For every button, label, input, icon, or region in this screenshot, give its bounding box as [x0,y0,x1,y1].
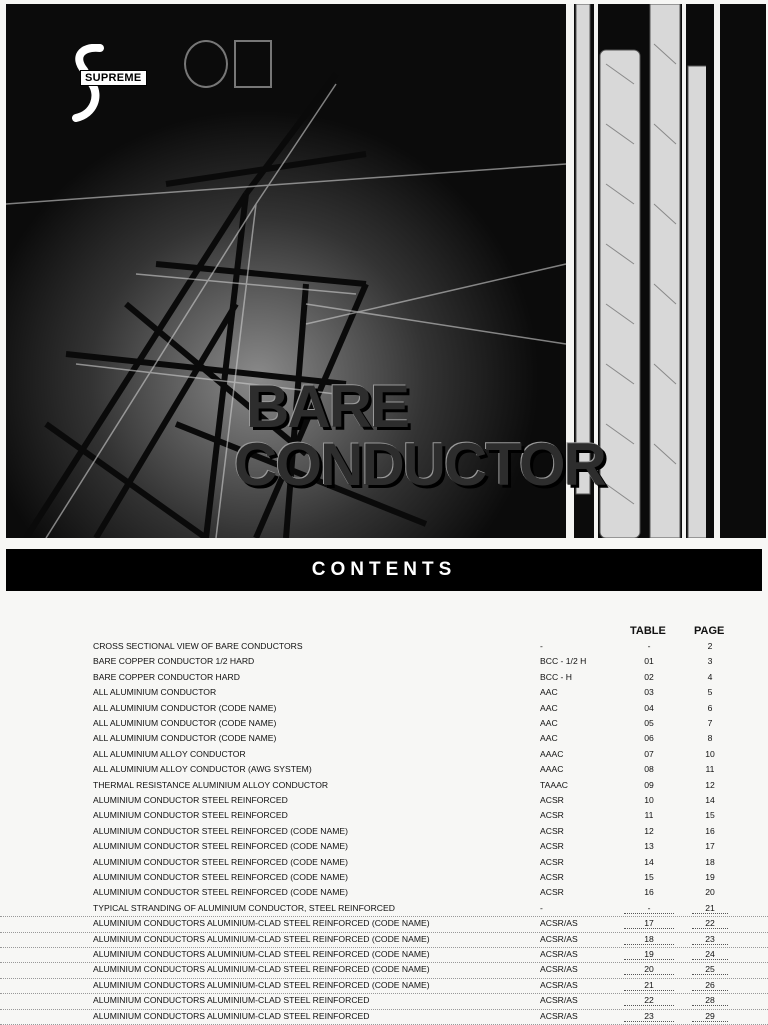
row-code: ACSR/AS [540,918,578,929]
row-page-number: 18 [705,856,715,867]
table-row [0,716,768,731]
row-code: ACSR [540,887,564,898]
row-table-number: 10 [644,795,654,805]
table-row [0,824,768,839]
table-row [0,978,768,994]
row-code: BCC - H [540,671,572,682]
row-page-number: 22 [692,918,728,929]
row-code: AAAC [540,764,564,775]
row-table-number: 14 [644,856,654,867]
row-table-number: 06 [644,733,654,744]
row-table-number: 17 [624,918,674,929]
row-code: ACSR/AS [540,979,578,990]
row-table-number: 20 [624,964,674,975]
row-page-number: 25 [692,964,728,975]
row-title: BARE COPPER CONDUCTOR HARD [93,671,240,682]
row-page-number: 24 [692,949,728,960]
table-row [0,901,768,917]
table-row [0,962,768,978]
row-code: ACSR [540,825,564,836]
table-row [0,793,768,808]
row-code: ACSR/AS [540,1010,578,1021]
row-code: - [540,902,543,913]
row-table-number: 18 [624,934,674,945]
row-page-number: 20 [705,887,715,898]
row-page-number: 17 [705,841,715,852]
row-page-number: 21 [692,903,728,914]
row-title: THERMAL RESISTANCE ALUMINIUM ALLOY CONDUCTOR [93,779,329,790]
row-code: ACSR [540,841,564,852]
row-code: AAC [540,702,558,713]
table-row [0,947,768,963]
contents-heading: CONTENTS [6,549,762,591]
table-row [0,808,768,823]
row-code: AAAC [540,748,564,759]
row-code: ACSR [540,872,564,882]
row-page-number: 12 [705,779,715,790]
row-code: AAC [540,733,558,744]
row-title: ALUMINIUM CONDUCTORS ALUMINIUM-CLAD STEEL REINFORCED [93,1010,370,1021]
row-code: - [540,641,543,651]
table-row [0,639,768,654]
row-title: BARE COPPER CONDUCTOR 1/2 HARD [93,656,255,667]
row-title: ALUMINIUM CONDUCTOR STEEL REINFORCED (CODE NAME) [93,856,348,867]
table-row [0,1009,768,1025]
table-row [0,778,768,793]
row-page-number: 15 [705,810,715,821]
row-page-number: 28 [692,995,728,1006]
row-title: ALUMINIUM CONDUCTOR STEEL REINFORCED (CODE NAME) [93,841,348,852]
table-row [0,993,768,1009]
quality-mark-icon [234,40,272,88]
row-table-number: 22 [624,995,674,1006]
table-row [0,762,768,777]
row-title: ALL ALUMINIUM CONDUCTOR [93,687,217,698]
table-row [0,885,768,900]
row-table-number: 12 [644,825,654,836]
row-code: TAAAC [540,779,569,790]
row-page-number: 16 [705,825,715,836]
row-code: ACSR [540,810,564,821]
row-page-number: 3 [707,656,713,667]
row-title: ALL ALUMINIUM ALLOY CONDUCTOR [93,748,246,759]
row-title: ALUMINIUM CONDUCTOR STEEL REINFORCED (CODE NAME) [93,887,348,898]
row-title: ALL ALUMINIUM ALLOY CONDUCTOR (AWG SYSTEM) [93,764,312,775]
row-page-number: 14 [705,795,715,805]
row-page-number: 2 [707,641,713,651]
cover-title [234,373,605,498]
row-title: ALUMINIUM CONDUCTOR STEEL REINFORCED [93,810,288,821]
row-title: ALUMINIUM CONDUCTORS ALUMINIUM-CLAD STEEL REINFORCED (CODE NAME) [93,933,430,944]
row-table-number: - [624,903,674,914]
row-title: TYPICAL STRANDING OF ALUMINIUM CONDUCTOR, STEEL REINFORCED [93,902,395,913]
row-table-number: 13 [644,841,654,852]
row-code: AAC [540,687,558,698]
row-title: ALUMINIUM CONDUCTOR STEEL REINFORCED (CODE NAME) [93,825,348,836]
table-row [0,839,768,854]
row-title: ALUMINIUM CONDUCTORS ALUMINIUM-CLAD STEEL REINFORCED [93,995,370,1006]
row-table-number: 05 [644,718,654,728]
row-code: ACSR [540,856,564,867]
cover-title-line1: BARE [246,373,409,440]
table-row [0,855,768,870]
row-table-number: 19 [624,949,674,960]
row-table-number: 11 [644,810,654,821]
column-header-table: TABLE [630,625,666,637]
row-page-number: 8 [707,733,713,744]
table-row [0,654,768,669]
brand-name: SUPREME [80,70,147,86]
row-title: ALUMINIUM CONDUCTOR STEEL REINFORCED (CODE NAME) [93,872,348,882]
table-row [0,747,768,762]
company-logo [70,44,160,124]
table-row [0,685,768,700]
column-header-page: PAGE [694,625,725,637]
row-title: ALUMINIUM CONDUCTORS ALUMINIUM-CLAD STEEL REINFORCED (CODE NAME) [93,918,430,929]
table-row [0,870,768,885]
row-table-number: 23 [624,1011,674,1022]
row-page-number: 23 [692,934,728,945]
row-code: ACSR [540,795,564,805]
row-page-number: 10 [705,748,715,759]
row-title: ALUMINIUM CONDUCTOR STEEL REINFORCED [93,795,288,805]
row-page-number: 11 [705,764,715,775]
table-row [0,932,768,948]
row-table-number: 09 [644,779,654,790]
row-title: CROSS SECTIONAL VIEW OF BARE CONDUCTORS [93,641,303,651]
row-code: ACSR/AS [540,964,578,975]
row-title: ALUMINIUM CONDUCTORS ALUMINIUM-CLAD STEEL REINFORCED (CODE NAME) [93,949,430,959]
row-title: ALL ALUMINIUM CONDUCTOR (CODE NAME) [93,702,277,713]
row-table-number: 21 [624,980,674,991]
row-title: ALUMINIUM CONDUCTORS ALUMINIUM-CLAD STEEL REINFORCED (CODE NAME) [93,964,430,975]
table-row [0,731,768,746]
row-page-number: 4 [707,671,713,682]
row-page-number: 7 [707,718,713,728]
row-code: ACSR/AS [540,995,578,1006]
row-code: AAC [540,718,558,728]
row-page-number: 6 [707,702,713,713]
cover-title-line2: CONDUCTOR [234,431,605,498]
row-code: BCC - 1/2 H [540,656,587,667]
row-table-number: 16 [644,887,654,898]
row-page-number: 26 [692,980,728,991]
table-row [0,916,768,932]
row-table-number: 07 [644,748,654,759]
row-table-number: 08 [644,764,654,775]
row-table-number: 15 [644,872,654,882]
row-table-number: 01 [644,656,654,667]
row-table-number: 03 [644,687,654,698]
row-page-number: 5 [707,687,713,698]
cover-image [6,4,766,538]
row-code: ACSR/AS [540,933,578,944]
row-page-number: 29 [692,1011,728,1022]
row-title: ALL ALUMINIUM CONDUCTOR (CODE NAME) [93,733,277,744]
row-code: ACSR/AS [540,949,578,959]
row-page-number: 19 [705,872,715,882]
row-title: ALL ALUMINIUM CONDUCTOR (CODE NAME) [93,718,277,728]
certification-seal-icon [184,40,228,88]
row-title: ALUMINIUM CONDUCTORS ALUMINIUM-CLAD STEEL REINFORCED (CODE NAME) [93,979,430,990]
row-table-number: 04 [644,702,654,713]
table-row [0,670,768,685]
row-table-number: 02 [644,671,654,682]
table-row [0,701,768,716]
row-table-number: - [647,641,651,651]
